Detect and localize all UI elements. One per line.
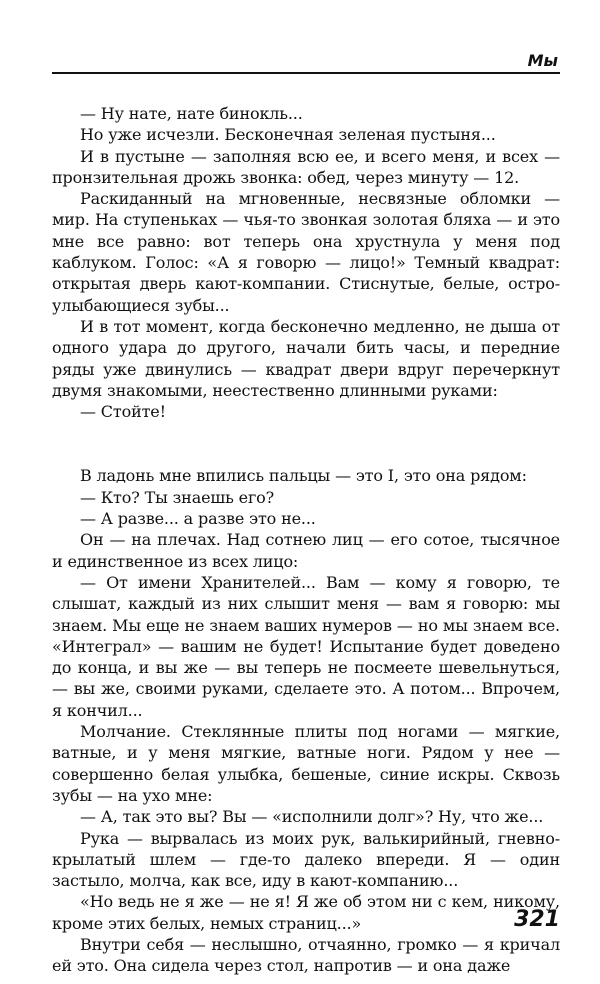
paragraph: — А, так это вы? Вы — «исполнили долг»? Ну, что же... xyxy=(80,807,544,827)
paragraph: — Кто? Ты знаешь его? xyxy=(80,487,275,507)
paragraph: — Стойте! xyxy=(80,402,166,422)
running-header-title: Мы xyxy=(527,51,558,70)
paragraph: И в пустыне — заполняя всю ее, и всего меня, и всех — пронзительная дрожь звонка: обед, через минуту — 12. xyxy=(52,146,560,187)
paragraph: Он — на плечах. Над сотнею лиц — его сотое, тысячное и единственное из всех лицо: xyxy=(52,530,560,571)
paragraph: — А разве... а разве это не... xyxy=(80,509,316,529)
paragraph: «Но ведь не я же — не я! Я же об этом ни с кем, никому, кроме этих белых, немых страниц...» xyxy=(52,892,560,933)
paragraph: Раскиданный на мгновенные, несвязные обломки — мир. На ступеньках — чья-то звонкая золотая бляха — и это мне все равно: вот теперь она хрустнула у меня под каблуком. Голос: «А я говорю — лицо!» Темный квадрат: открытая дверь кают-компании. Стиснутые, белые, остро-улыбающиеся зубы... xyxy=(52,189,560,315)
running-header xyxy=(52,50,560,74)
paragraph: — Ну нате, нате бинокль... xyxy=(80,104,303,123)
paragraph: Внутри себя — неслышно, отчаянно, громко — я кричал ей это. Она сидела через стол, напротив — и она даже xyxy=(52,934,560,976)
paragraph: Рука — вырвалась из моих рук, валькирийный, гневно-крылатый шлем — где-то далеко впереди. Я — один застыло, молча, как все, иду в кают-компанию... xyxy=(52,828,560,891)
page-body xyxy=(52,103,560,977)
section-break xyxy=(52,422,560,465)
paragraph: — От имени Хранителей... Вам — кому я говорю, те слышат, каждый из них слышит меня — вам я говорю: мы знаем. Мы еще не знаем ваших нумеров — но мы знаем все. «Интеграл» — вашим не будет! Испытание будет доведено до конца, и вы же — вы теперь не посмеете шевельнуться, — вы же, своими руками, сделаете это. А потом... Впрочем, я кончил... xyxy=(52,572,560,720)
paragraph: Молчание. Стеклянные плиты под ногами — мягкие, ватные, и у меня мягкие, ватные ноги. Рядом у нее — совершенно белая улыбка, бешеные, синие искры. Сквозь зубы — на ухо мне: xyxy=(52,722,560,805)
paragraph: В ладонь мне впились пальцы — это I, это она рядом: xyxy=(80,466,527,486)
paragraph: Но уже исчезли. Бесконечная зеленая пустыня... xyxy=(80,125,496,145)
page-number: 321 xyxy=(514,907,560,932)
paragraph: И в тот момент, когда бесконечно медленно, не дыша от одного удара до другого, начали бить часы, и передние ряды уже двинулись — квадрат двери вдруг перечеркнут двумя знакомыми, неестественно длинными руками: xyxy=(52,316,560,400)
